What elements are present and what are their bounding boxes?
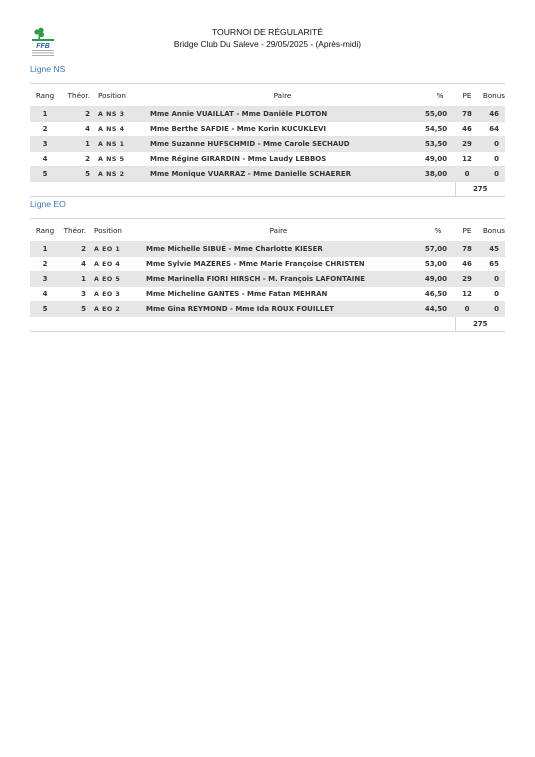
col-position: Position (90, 219, 136, 242)
cell-theor: 2 (60, 107, 94, 122)
cell-pct: 44,50 (421, 302, 455, 317)
table-header (30, 219, 505, 242)
cell-rang: 1 (30, 107, 60, 122)
cell-paire: Mme Marinella FIORI HIRSCH - M. François LAFONTAINE (136, 272, 421, 287)
results-table-eo (30, 218, 505, 332)
cell-bonus: 0 (479, 272, 505, 287)
cell-theor: 2 (60, 152, 94, 167)
cell-pe: 46 (455, 122, 479, 137)
cell-bonus: 0 (479, 137, 505, 152)
cell-bonus: 0 (479, 152, 505, 167)
table-row (30, 137, 505, 152)
cell-pct: 38,00 (425, 167, 455, 182)
cell-paire: Mme Suzanne HUFSCHMID - Mme Carole SECHAUD (140, 137, 425, 152)
cell-rang: 3 (30, 272, 60, 287)
cell-rang: 3 (30, 137, 60, 152)
cell-bonus: 45 (479, 242, 505, 257)
cell-position: A EO 5 (90, 272, 136, 287)
table-row (30, 152, 505, 167)
cell-theor: 4 (60, 122, 94, 137)
total-row (30, 317, 505, 332)
cell-pct: 49,00 (425, 152, 455, 167)
cell-paire: Mme Sylvie MAZERES - Mme Marie Françoise CHRISTEN (136, 257, 421, 272)
cell-bonus: 64 (479, 122, 505, 137)
cell-paire: Mme Berthe SAFDIE - Mme Korin KUCUKLEVI (140, 122, 425, 137)
cell-paire: Mme Michelle SIBUÉ - Mme Charlotte KIESER (136, 242, 421, 257)
cell-pe: 78 (455, 242, 479, 257)
cell-bonus: 0 (479, 302, 505, 317)
svg-text:FFB: FFB (36, 43, 50, 50)
cell-position: A EO 2 (90, 302, 136, 317)
table-header (30, 84, 505, 107)
section-title-ns: Ligne NS (30, 64, 66, 74)
cell-position: A EO 4 (90, 257, 136, 272)
col-position: Position (94, 84, 140, 107)
cell-theor: 5 (60, 167, 94, 182)
cell-bonus: 0 (479, 167, 505, 182)
cell-bonus: 65 (479, 257, 505, 272)
table-row (30, 107, 505, 122)
cell-theor: 1 (60, 272, 90, 287)
cell-pct: 57,00 (421, 242, 455, 257)
cell-position: A NS 3 (94, 107, 140, 122)
cell-paire: Mme Micheline GANTES - Mme Fatan MEHRAN (136, 287, 421, 302)
col-paire: Paire (140, 84, 425, 107)
cell-pct: 53,50 (425, 137, 455, 152)
results-table-ns (30, 83, 505, 197)
cell-pe: 0 (455, 167, 479, 182)
col-pct: % (421, 219, 455, 242)
cell-theor: 4 (60, 257, 90, 272)
col-theor: Théor. (60, 84, 94, 107)
table-row (30, 272, 505, 287)
table-row (30, 287, 505, 302)
cell-pe: 12 (455, 152, 479, 167)
cell-rang: 2 (30, 257, 60, 272)
cell-position: A EO 1 (90, 242, 136, 257)
cell-rang: 5 (30, 167, 60, 182)
cell-rang: 4 (30, 152, 60, 167)
col-pct: % (425, 84, 455, 107)
cell-pct: 55,00 (425, 107, 455, 122)
cell-pe: 29 (455, 137, 479, 152)
cell-theor: 1 (60, 137, 94, 152)
cell-rang: 5 (30, 302, 60, 317)
cell-position: A EO 3 (90, 287, 136, 302)
cell-theor: 3 (60, 287, 90, 302)
cell-rang: 2 (30, 122, 60, 137)
cell-paire: Mme Régine GIRARDIN - Mme Laudy LEBBOS (140, 152, 425, 167)
cell-theor: 5 (60, 302, 90, 317)
page-subtitle: Bridge Club Du Saleve - 29/05/2025 - (Après-midi) (173, 39, 362, 49)
cell-position: A NS 5 (94, 152, 140, 167)
document-header (0, 26, 535, 50)
total-pe: 275 (455, 317, 505, 332)
total-pe: 275 (455, 182, 505, 197)
total-row (30, 182, 505, 197)
section-title-eo: Ligne EO (30, 199, 66, 209)
table-row (30, 257, 505, 272)
cell-pct: 49,00 (421, 272, 455, 287)
cell-pct: 53,00 (421, 257, 455, 272)
col-theor: Théor. (60, 219, 90, 242)
col-pe: PE (455, 84, 479, 107)
cell-bonus: 46 (479, 107, 505, 122)
page-title: TOURNOI DE RÉGULARITÉ (211, 27, 324, 37)
cell-position: A NS 1 (94, 137, 140, 152)
table-row (30, 242, 505, 257)
col-bonus: Bonus (479, 219, 505, 242)
cell-paire: Mme Annie VUAILLAT - Mme Danièle PLOTON (140, 107, 425, 122)
cell-pct: 54,50 (425, 122, 455, 137)
cell-theor: 2 (60, 242, 90, 257)
col-paire: Paire (136, 219, 421, 242)
cell-paire: Mme Monique VUARRAZ - Mme Danielle SCHAERER (140, 167, 425, 182)
cell-position: A NS 4 (94, 122, 140, 137)
cell-position: A NS 2 (94, 167, 140, 182)
cell-pe: 46 (455, 257, 479, 272)
col-rang: Rang (30, 84, 60, 107)
cell-pe: 12 (455, 287, 479, 302)
table-row (30, 302, 505, 317)
cell-pe: 78 (455, 107, 479, 122)
col-bonus: Bonus (479, 84, 505, 107)
cell-pe: 29 (455, 272, 479, 287)
col-pe: PE (455, 219, 479, 242)
cell-bonus: 0 (479, 287, 505, 302)
cell-rang: 1 (30, 242, 60, 257)
col-rang: Rang (30, 219, 60, 242)
cell-pe: 0 (455, 302, 479, 317)
cell-pct: 46,50 (421, 287, 455, 302)
table-row (30, 122, 505, 137)
cell-rang: 4 (30, 287, 60, 302)
cell-paire: Mme Gina REYMOND - Mme Ida ROUX FOUILLET (136, 302, 421, 317)
table-row (30, 167, 505, 182)
